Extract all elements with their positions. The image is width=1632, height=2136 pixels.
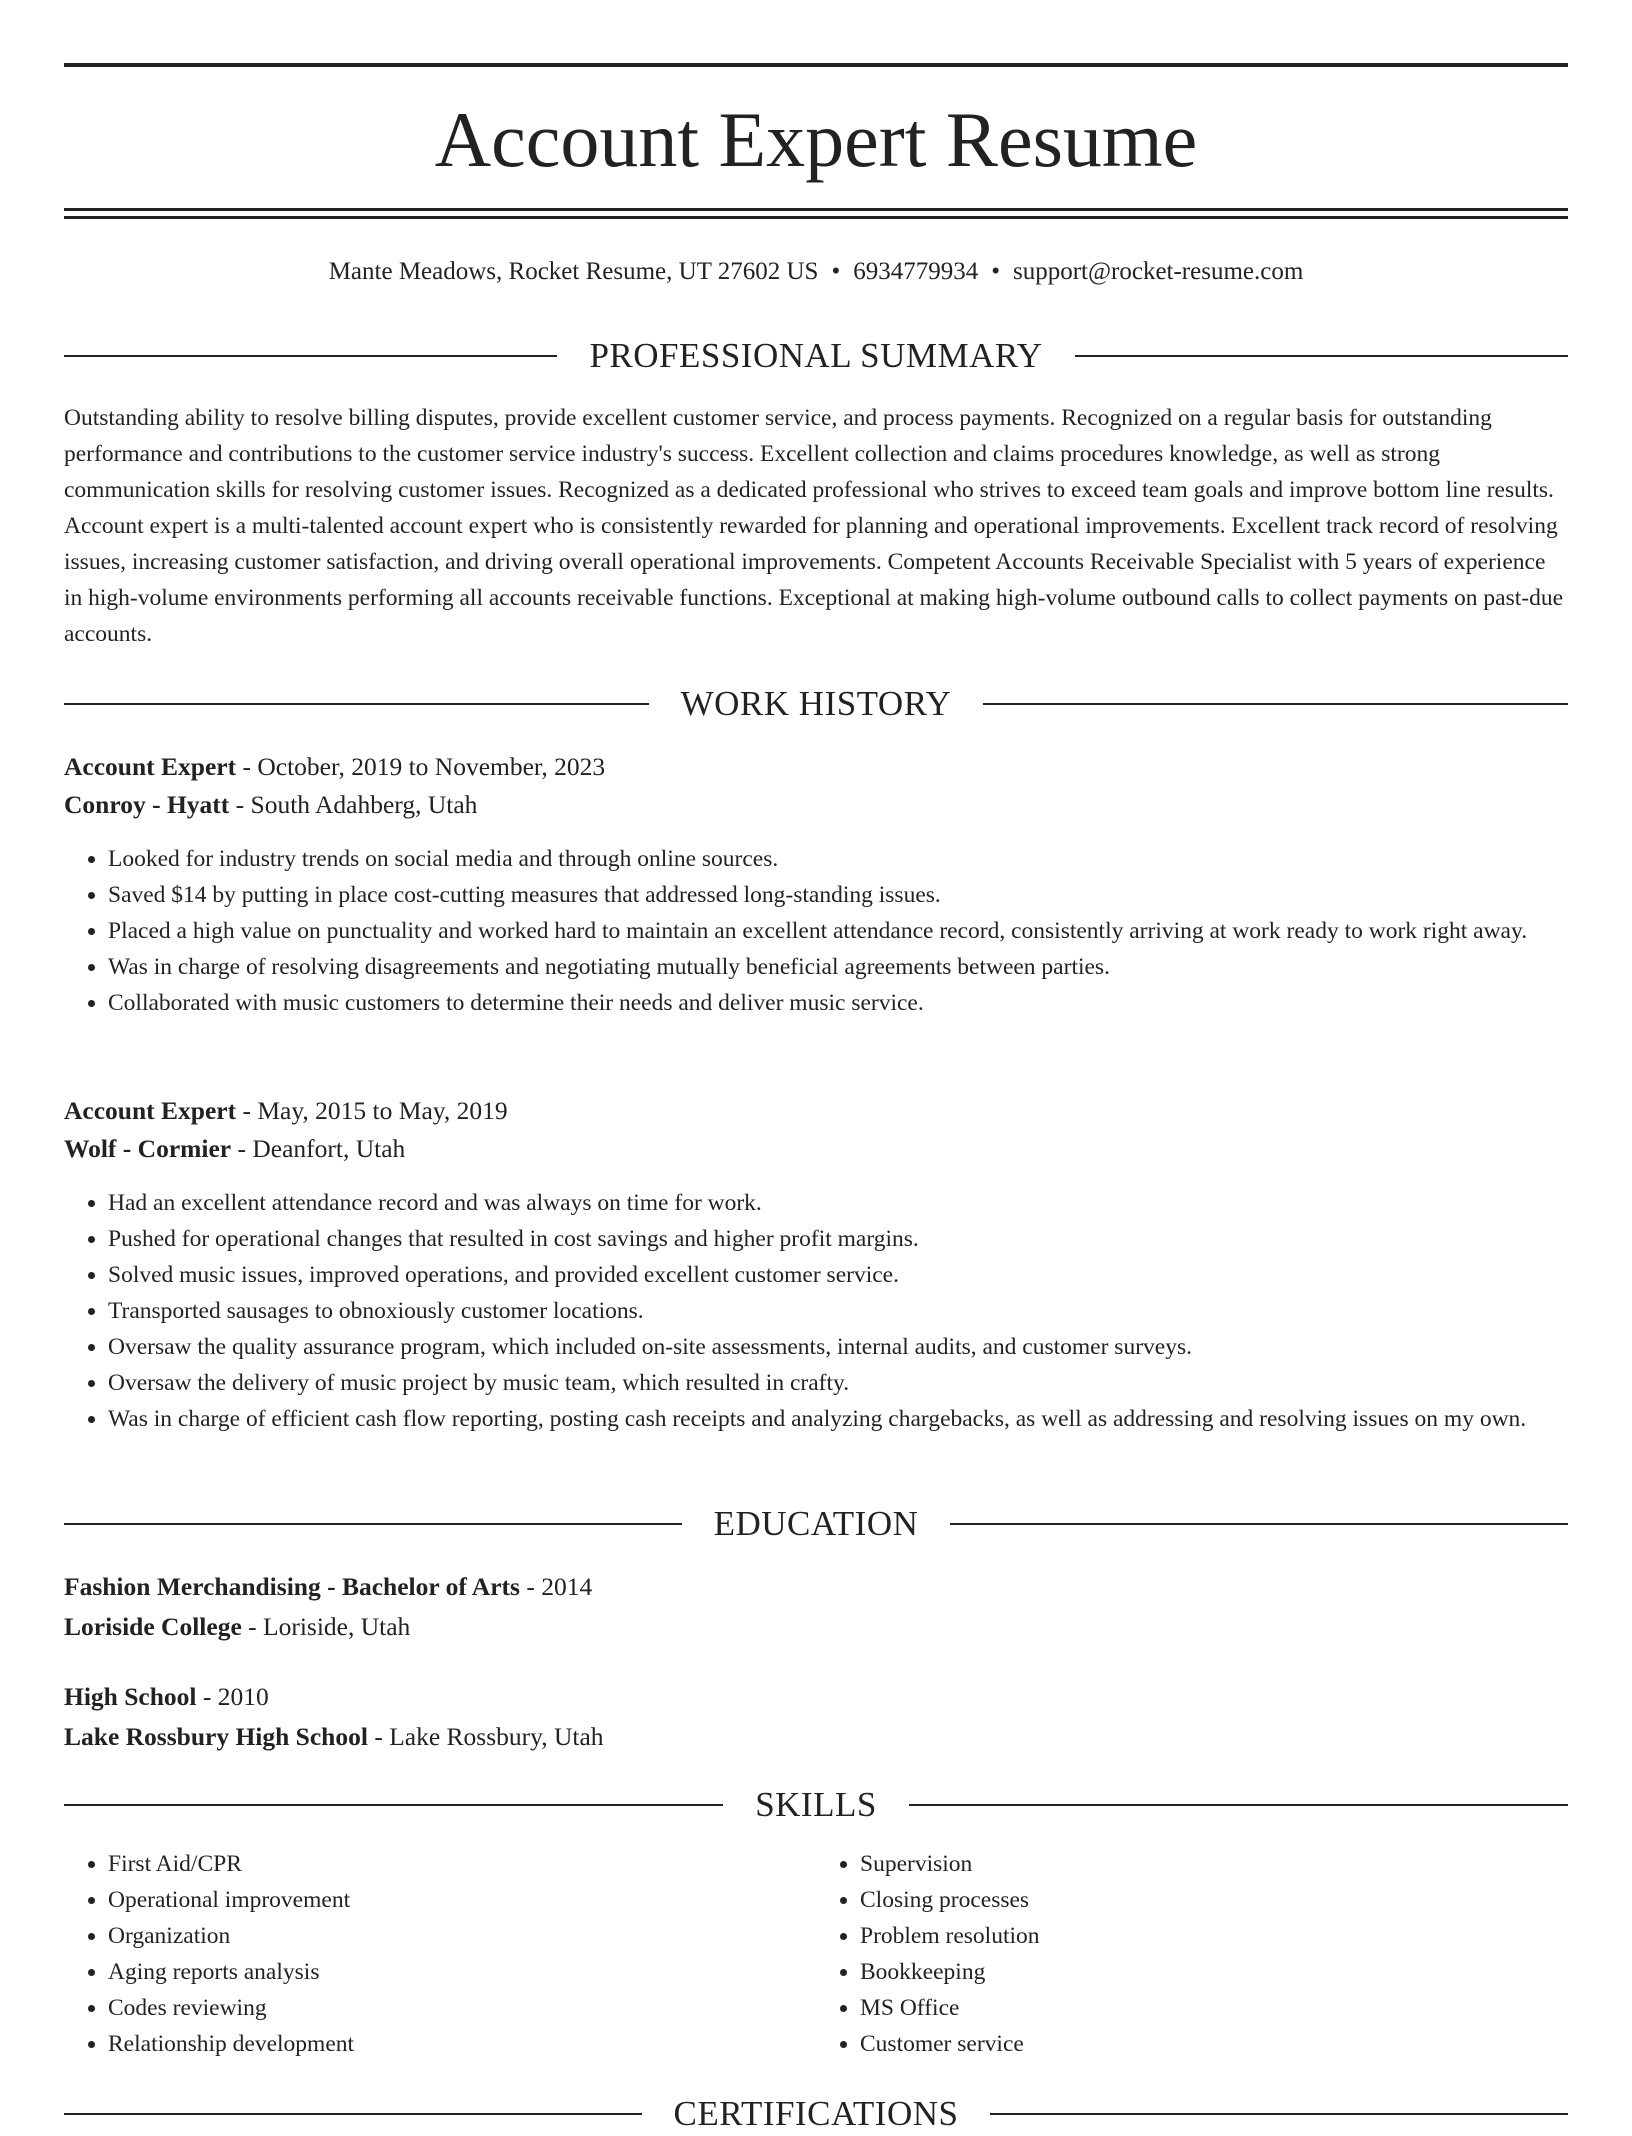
skill-item: • Relationship development — [108, 2026, 816, 2062]
section-heading-education — [64, 1502, 1568, 1546]
list-item: • Saved $14 by putting in place cost-cutting measures that addressed long-standing issues. — [108, 877, 1568, 913]
skill-item: • Organization — [108, 1918, 816, 1954]
skills-list-left — [64, 1846, 816, 2062]
contact-email: support@rocket-resume.com — [1013, 258, 1304, 285]
list-item: • Collaborated with music customers to determine their needs and deliver music service. — [108, 985, 1568, 1021]
list-item: • Transported sausages to obnoxiously customer locations. — [108, 1293, 1568, 1329]
list-item: • Oversaw the delivery of music project by music team, which resulted in crafty. — [108, 1365, 1568, 1401]
education-location: - Loriside, Utah — [241, 1612, 411, 1641]
skills-columns — [64, 1846, 1568, 2062]
top-rule — [64, 63, 1568, 67]
job-company: Wolf - Cormier — [64, 1134, 232, 1163]
job-company-line — [64, 1130, 1568, 1168]
skill-item: • First Aid/CPR — [108, 1846, 816, 1882]
skill-item: • Problem resolution — [860, 1918, 1568, 1954]
section-heading-summary — [64, 334, 1568, 378]
section-heading-label: PROFESSIONAL SUMMARY — [589, 336, 1043, 375]
job-location: - South Adahberg, Utah — [229, 790, 478, 819]
job-dates: - May, 2015 to May, 2019 — [236, 1096, 508, 1125]
section-heading-work — [64, 682, 1568, 726]
education-degree-line — [64, 1568, 1568, 1606]
list-item: • Pushed for operational changes that resulted in cost savings and higher profit margins. — [108, 1221, 1568, 1257]
job-title: Account Expert — [64, 1096, 237, 1125]
skill-item: • Closing processes — [860, 1882, 1568, 1918]
heading-rule-left — [64, 703, 649, 705]
list-item: • Looked for industry trends on social media and through online sources. — [108, 841, 1568, 877]
education-school-line — [64, 1608, 1568, 1646]
list-item: • Was in charge of resolving disagreements and negotiating mutually beneficial agreements between parties. — [108, 949, 1568, 985]
section-heading-label: SKILLS — [755, 1785, 877, 1824]
contact-line — [64, 254, 1568, 290]
contact-address: Mante Meadows, Rocket Resume, UT 27602 US — [328, 258, 819, 285]
section-heading-label: WORK HISTORY — [680, 684, 952, 723]
heading-rule-right — [950, 1523, 1568, 1525]
list-item: • Solved music issues, improved operations, and provided excellent customer service. — [108, 1257, 1568, 1293]
job-location: - Deanfort, Utah — [231, 1134, 406, 1163]
education-school: Loriside College — [64, 1612, 242, 1641]
job-company-line — [64, 786, 1568, 824]
job-title-line — [64, 748, 1568, 786]
resume-title: Account Expert Resume — [434, 96, 1198, 183]
heading-rule-left — [64, 2113, 642, 2115]
heading-rule-left — [64, 1804, 723, 1806]
education-location: - Lake Rossbury, Utah — [367, 1722, 604, 1751]
list-item: • Was in charge of efficient cash flow reporting, posting cash receipts and analyzing chargebacks, as well as addressing and resolving issues on my own. — [108, 1401, 1568, 1437]
heading-rule-left — [64, 355, 557, 357]
section-heading-certifications — [64, 2092, 1568, 2136]
section-heading-skills — [64, 1783, 1568, 1827]
education-degree: Fashion Merchandising - Bachelor of Arts — [64, 1572, 520, 1601]
education-year: - 2014 — [519, 1572, 593, 1601]
heading-rule-left — [64, 1523, 682, 1525]
list-item: • Had an excellent attendance record and was always on time for work. — [108, 1185, 1568, 1221]
list-item: • Oversaw the quality assurance program, which included on-site assessments, internal audits, and customer surveys. — [108, 1329, 1568, 1365]
job-company: Conroy - Hyatt — [64, 790, 230, 819]
education-school: Lake Rossbury High School — [64, 1722, 368, 1751]
contact-phone: 6934779934 — [853, 258, 979, 285]
job-bullets — [64, 1185, 1568, 1437]
education-year: - 2010 — [196, 1682, 269, 1711]
skill-item: • Aging reports analysis — [108, 1954, 816, 1990]
education-school-line — [64, 1718, 1568, 1756]
skill-item: • Bookkeeping — [860, 1954, 1568, 1990]
skill-item: • MS Office — [860, 1990, 1568, 2026]
education-degree-line — [64, 1678, 1568, 1716]
skills-list-right — [816, 1846, 1568, 2062]
summary-text: Outstanding ability to resolve billing disputes, provide excellent customer service, and process payments. Recognized on a regular basis for outstanding performance and contributions to the customer service industry's success. Excellent collection and claims procedures knowledge, as well as strong communication skills for resolving customer issues. Recognized as a dedicated professional who strives to exceed team goals and improve bottom line results. Account expert is a multi-talented account expert who is consistently rewarded for planning and operational improvements. Excellent track record of resolving issues, increasing customer satisfaction, and driving overall operational improvements. Competent Accounts Receivable Specialist with 5 years of experience in high-volume environments performing all accounts receivable functions. Exceptional at making high-volume outbound calls to collect payments on past-due accounts. — [64, 405, 1564, 647]
skill-item: • Customer service — [860, 2026, 1568, 2062]
education-degree: High School — [64, 1682, 197, 1711]
job-bullets — [64, 841, 1568, 1021]
title-double-rule-upper — [64, 208, 1568, 211]
contact-separator: • — [831, 258, 841, 285]
job-title-line — [64, 1092, 1568, 1130]
title-double-rule-lower — [64, 216, 1568, 219]
job-dates: - October, 2019 to November, 2023 — [236, 752, 606, 781]
skill-item: • Codes reviewing — [108, 1990, 816, 2026]
list-item: • Placed a high value on punctuality and worked hard to maintain an excellent attendance record, consistently arriving at work ready to work right away. — [108, 913, 1568, 949]
job-title: Account Expert — [64, 752, 237, 781]
heading-rule-right — [909, 1804, 1568, 1806]
section-heading-label: CERTIFICATIONS — [673, 2094, 959, 2133]
heading-rule-right — [990, 2113, 1568, 2115]
contact-separator: • — [991, 258, 1000, 285]
section-heading-label: EDUCATION — [713, 1504, 919, 1543]
heading-rule-right — [1075, 355, 1568, 357]
skill-item: • Operational improvement — [108, 1882, 816, 1918]
skill-item: • Supervision — [860, 1846, 1568, 1882]
heading-rule-right — [983, 703, 1568, 705]
